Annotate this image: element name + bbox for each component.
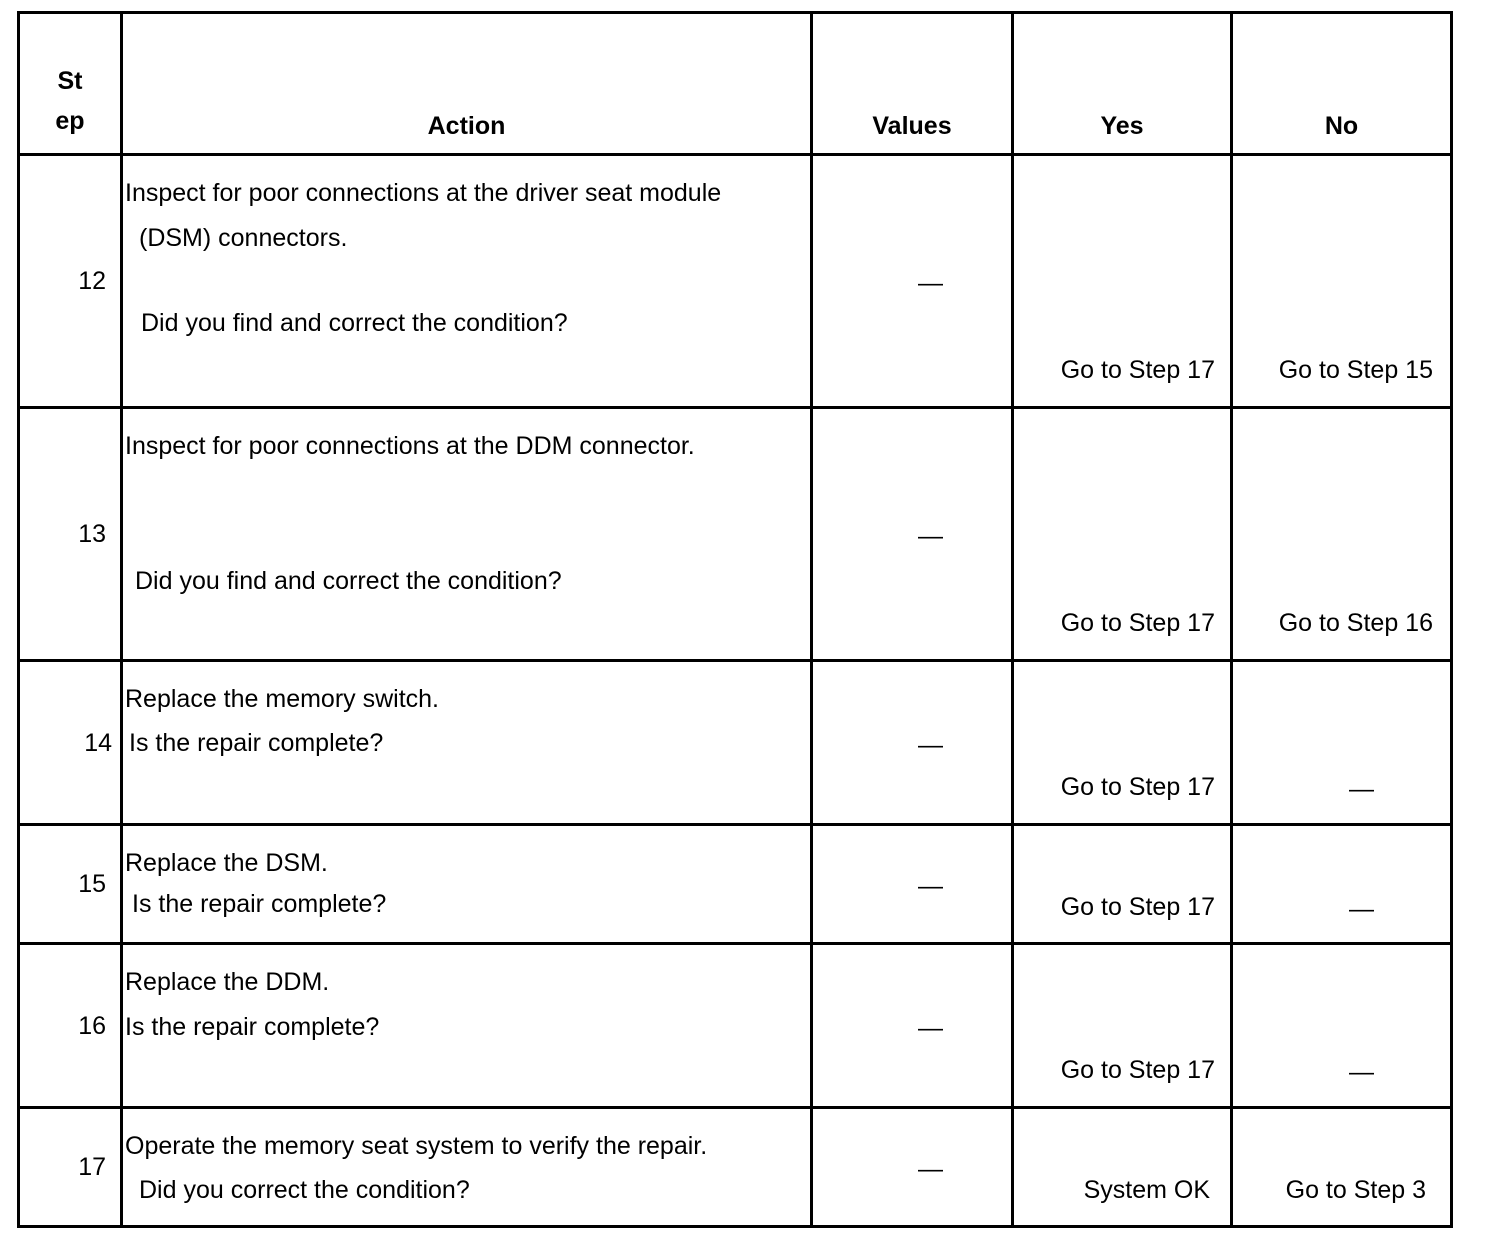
action-cell: Inspect for poor connections at the DDM connector. Did you find and correct the condition? bbox=[122, 408, 812, 661]
step-cell: 15 bbox=[19, 825, 122, 944]
action-cell: Replace the DDM. Is the repair complete? bbox=[122, 944, 812, 1108]
step-cell: 12 bbox=[19, 155, 122, 408]
yes-cell[interactable]: Go to Step 17 bbox=[1013, 408, 1232, 661]
yes-cell[interactable]: Go to Step 17 bbox=[1013, 661, 1232, 825]
step-header: St ep bbox=[19, 13, 122, 155]
yes-header: Yes bbox=[1013, 13, 1232, 155]
no-cell: — bbox=[1232, 661, 1452, 825]
values-cell: — bbox=[812, 1108, 1013, 1227]
no-header: No bbox=[1232, 13, 1452, 155]
yes-cell[interactable]: System OK bbox=[1013, 1108, 1232, 1227]
table-row bbox=[19, 944, 1452, 1108]
values-cell: — bbox=[812, 825, 1013, 944]
table-row bbox=[19, 661, 1452, 825]
yes-cell[interactable]: Go to Step 17 bbox=[1013, 944, 1232, 1108]
step-cell: 13 bbox=[19, 408, 122, 661]
values-cell: — bbox=[812, 944, 1013, 1108]
step-cell: 17 bbox=[19, 1108, 122, 1227]
action-cell: Operate the memory seat system to verify the repair. Did you correct the condition? bbox=[122, 1108, 812, 1227]
values-cell: — bbox=[812, 408, 1013, 661]
action-cell: Replace the memory switch. Is the repair complete? bbox=[122, 661, 812, 825]
no-cell[interactable]: Go to Step 15 bbox=[1232, 155, 1452, 408]
no-cell: — bbox=[1232, 825, 1452, 944]
action-cell: Replace the DSM. Is the repair complete? bbox=[122, 825, 812, 944]
step-cell: 16 bbox=[19, 944, 122, 1108]
action-cell: Inspect for poor connections at the driver seat module (DSM) connectors. Did you find and correct the condition? bbox=[122, 155, 812, 408]
values-header: Values bbox=[812, 13, 1013, 155]
values-cell: — bbox=[812, 155, 1013, 408]
action-header: Action bbox=[122, 13, 812, 155]
step-cell: 14 bbox=[19, 661, 122, 825]
table-row bbox=[19, 1108, 1452, 1227]
table-row bbox=[19, 825, 1452, 944]
values-cell: — bbox=[812, 661, 1013, 825]
no-cell[interactable]: Go to Step 3 bbox=[1232, 1108, 1452, 1227]
yes-cell[interactable]: Go to Step 17 bbox=[1013, 155, 1232, 408]
no-cell[interactable]: Go to Step 16 bbox=[1232, 408, 1452, 661]
no-cell: — bbox=[1232, 944, 1452, 1108]
diagnostic-table bbox=[17, 11, 1453, 1228]
header-row bbox=[19, 13, 1452, 155]
table-row bbox=[19, 155, 1452, 408]
table-row bbox=[19, 408, 1452, 661]
yes-cell[interactable]: Go to Step 17 bbox=[1013, 825, 1232, 944]
